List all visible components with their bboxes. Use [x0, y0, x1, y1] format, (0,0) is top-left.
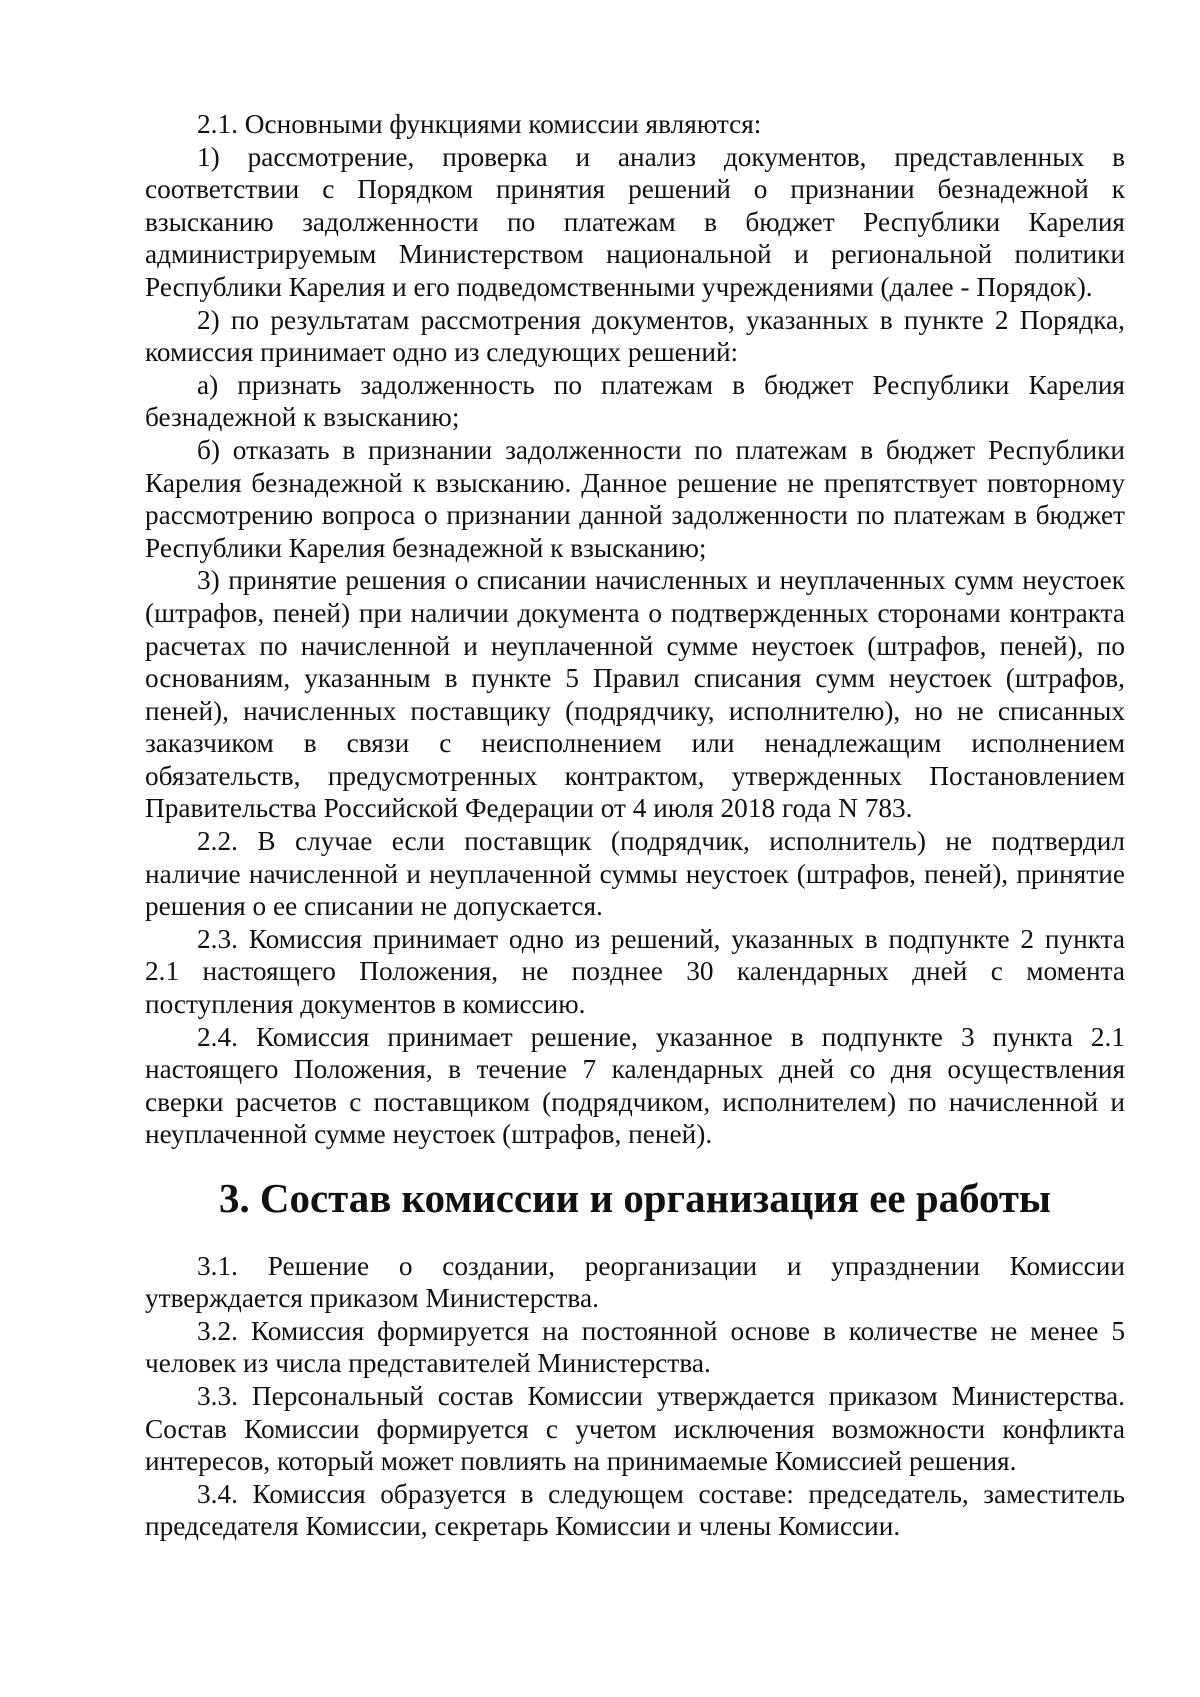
paragraph-2-1-item-2a: а) признать задолженность по платежам в бюджет Республики Карелия безнадежной к взысканию;	[145, 369, 1125, 433]
paragraph-2-1-item-3: 3) принятие решения о списании начисленных и неуплаченных сумм неустоек (штрафов, пеней) при наличии документа о подтвержденных сторонами контракта расчетах по начисленной и неуплаченной сумме неустоек (штрафов, пеней), по основаниям, указанным в пункте 5 Правил списания сумм неустоек (штрафов, пеней), начисленных поставщику (подрядчику, исполнителю), но не списанных заказчиком в связи с неисполнением или ненадлежащим исполнением обязательств, предусмотренных контрактом, утвержденных Постановлением Правительства Российской Федерации от 4 июля 2018 года N 783.	[145, 565, 1125, 824]
paragraph-2-1-item-2b: б) отказать в признании задолженности по платежам в бюджет Республики Карелия безнадежной к взысканию. Данное решение не препятствует повторному рассмотрению вопроса о признании данной задолженности по платежам в бюджет Республики Карелия безнадежной к взысканию;	[145, 434, 1125, 563]
paragraph-2-3: 2.3. Комиссия принимает одно из решений, указанных в подпункте 2 пункта 2.1 настоящего Положения, не позднее 30 календарных дней с момента поступления документов в комиссию.	[145, 923, 1125, 1020]
paragraph-2-4: 2.4. Комиссия принимает решение, указанное в подпункте 3 пункта 2.1 настоящего Положения, в течение 7 календарных дней со дня осуществления сверки расчетов с поставщиком (подрядчиком, исполнителем) по начисленной и неуплаченной сумме неустоек (штрафов, пеней).	[145, 1021, 1125, 1150]
paragraph-2-1-item-1: 1) рассмотрение, проверка и анализ документов, представленных в соответствии с Порядком принятия решений о признании безнадежной к взысканию задолженности по платежам в бюджет Республики Карелия администрируемым Министерством национальной и региональной политики Республики Карелия и его подведомственными учреждениями (далее - Порядок).	[145, 141, 1125, 302]
paragraph-3-1: 3.1. Решение о создании, реорганизации и упразднении Комиссии утверждается приказом Министерства.	[145, 1250, 1125, 1314]
paragraph-3-4: 3.4. Комиссия образуется в следующем составе: председатель, заместитель председателя Комиссии, секретарь Комиссии и члены Комиссии.	[145, 1478, 1125, 1542]
paragraph-2-1-item-2: 2) по результатам рассмотрения документов, указанных в пункте 2 Порядка, комиссия принимает одно из следующих решений:	[145, 304, 1125, 368]
paragraph-3-3: 3.3. Персональный состав Комиссии утверждается приказом Министерства. Состав Комиссии формируется с учетом исключения возможности конфликта интересов, который может повлиять на принимаемые Комиссией решения.	[145, 1380, 1125, 1477]
paragraph-3-2: 3.2. Комиссия формируется на постоянной основе в количестве не менее 5 человек из числа представителей Министерства.	[145, 1315, 1125, 1379]
section-3-heading: 3. Состав комиссии и организация ее работы	[218, 1176, 1052, 1221]
document-page	[145, 108, 1125, 1543]
paragraph-2-2: 2.2. В случае если поставщик (подрядчик, исполнитель) не подтвердил наличие начисленной и неуплаченной суммы неустоек (штрафов, пеней), принятие решения о ее списании не допускается.	[145, 826, 1125, 922]
paragraph-2-1: 2.1. Основными функциями комиссии являются:	[197, 109, 762, 139]
